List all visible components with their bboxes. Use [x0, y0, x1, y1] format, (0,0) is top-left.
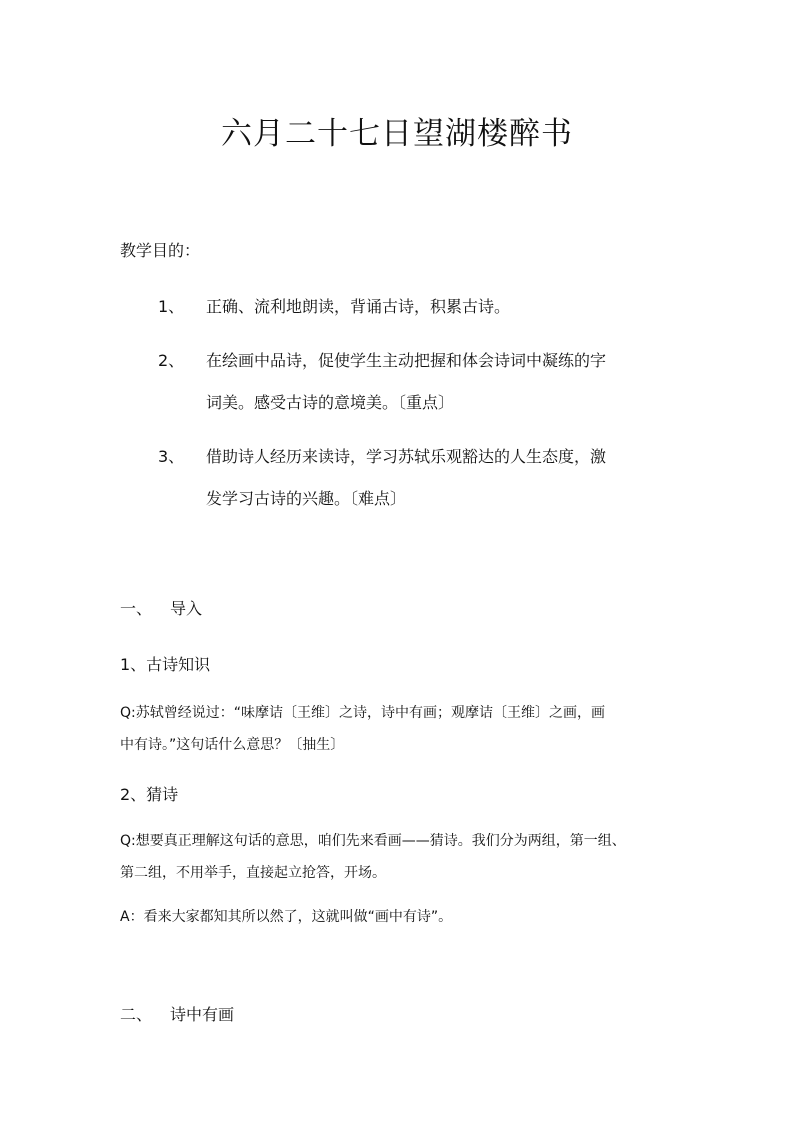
- section-1-heading: 导入: [170, 599, 203, 618]
- question-2-line2: 第二组，不用举手，直接起立抢答，开场。: [120, 865, 386, 881]
- objective-1-text: 正确、流利地朗读，背诵古诗，积累古诗。: [206, 297, 511, 316]
- document-title: 六月二十七日望湖楼醉书: [221, 116, 573, 152]
- objective-3-text-line1: 借助诗人经历来读诗，学习苏轼乐观豁达的人生态度，激: [206, 447, 607, 466]
- objective-2-text-line1: 在绘画中品诗，促使学生主动把握和体会诗词中凝练的字: [206, 351, 607, 370]
- objective-1-number: 1、: [158, 297, 185, 316]
- objective-2-number: 2、: [158, 351, 185, 370]
- section-2-number: 二、: [120, 1005, 153, 1024]
- objective-3-text-line2: 发学习古诗的兴趣。〔难点〕: [206, 489, 407, 508]
- section-1-number: 一、: [120, 599, 153, 618]
- objectives-heading: 教学目的：: [120, 241, 201, 260]
- section-2-heading: 诗中有画: [170, 1005, 235, 1024]
- objective-3-number: 3、: [158, 447, 185, 466]
- objective-2-text-line2: 词美。感受古诗的意境美。〔重点〕: [206, 393, 455, 412]
- question-1-line1: Q:苏轼曾经说过：“味摩诘〔王维〕之诗，诗中有画；观摩诘〔王维〕之画，画: [120, 705, 605, 721]
- question-2-line1: Q:想要真正理解这句话的意思，咱们先来看画——猜诗。我们分为两组，第一组、: [120, 833, 626, 849]
- answer-1: A：看来大家都知其所以然了，这就叫做“画中有诗”。: [120, 909, 453, 925]
- subsection-1-heading: 1、古诗知识: [120, 655, 211, 674]
- subsection-2-heading: 2、猜诗: [120, 785, 179, 804]
- question-1-line2: 中有诗。”这句话什么意思？〔抽生〕: [120, 737, 345, 753]
